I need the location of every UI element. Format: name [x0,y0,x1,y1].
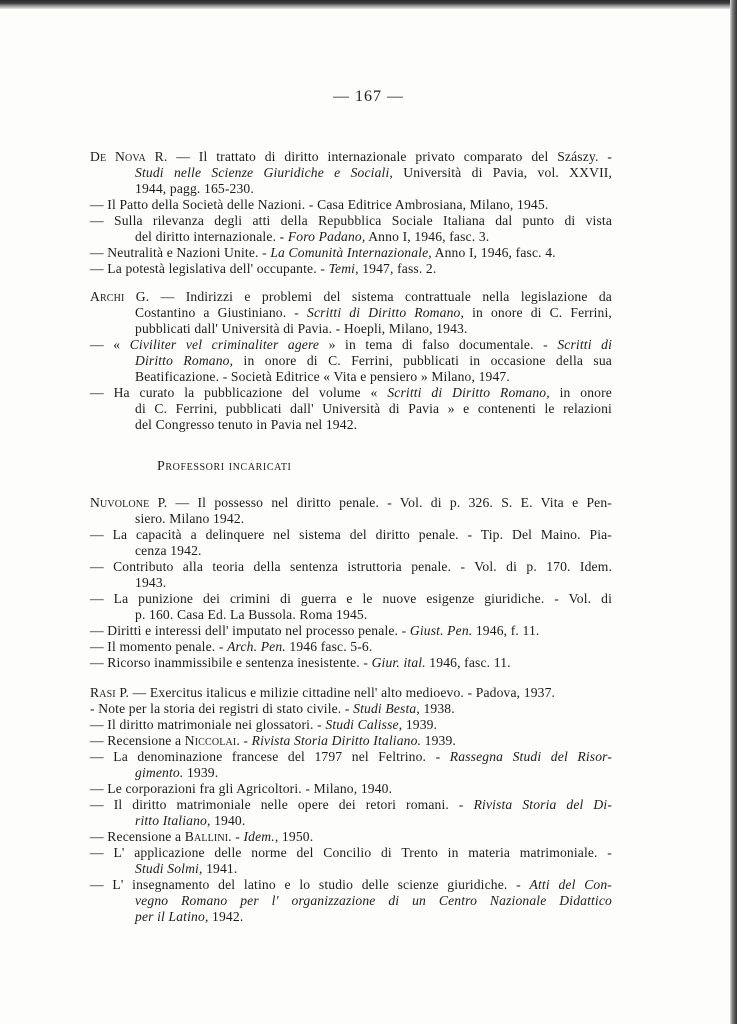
italic-title: Civiliter vel criminaliter agere [129,337,320,352]
bibliography-entry [90,685,612,701]
entry-line [90,245,612,261]
bibliography-entry [90,559,612,591]
entry-text: — La punizione dei crimini di guerra e le nuove esigenze giuridiche. - Vol. di [90,591,612,606]
entry-text: - Note per la storia dei registri di stato civile. - [90,701,354,716]
entry-text: di C. Ferrini, pubblicati dall' Università di Pavia » e contenenti le relazioni [135,401,612,416]
entry-line [90,829,612,845]
italic-title: Arch. Pen. [227,639,286,654]
entry-text: , 1941. [198,861,238,876]
bibliography-nuvolone [90,495,612,671]
italic-title: Scritti di Diritto Romano [307,305,461,320]
entry-text: , in onore di C. Ferrini, [460,305,612,320]
author-name: De Nova [90,149,146,164]
entry-text: del Congresso tenuto in Pavia nel 1942. [135,417,358,432]
entry-text: — Il diritto matrimoniale nei glossatori. - [90,717,326,732]
entry-text: cenza 1942. [135,543,202,558]
entry-text: . - [236,733,252,748]
italic-title: Studi nelle Scienze Giuridiche e Sociali, [135,165,393,180]
entry-text: 1946 fasc. 5-6. [285,639,373,654]
entry-text: — Recensione a [90,829,185,844]
entry-text: Università di Pavia, vol. XXVII, [392,165,612,180]
author-name: Archi [90,289,125,304]
entry-line [90,909,612,925]
bibliography-entry [90,845,612,877]
entry-line [90,607,612,623]
entry-text: siero. Milano 1942. [135,511,245,526]
entry-line [90,781,612,797]
bibliography-entry [90,149,612,197]
bibliography-entry [90,527,612,559]
bibliography-entry [90,797,612,829]
entry-line [90,305,612,321]
bibliography-entry [90,385,612,433]
bibliography-entry [90,781,612,797]
entry-text: — La capacità a delinquere nel sistema del diritto penale. - Tip. Del Maino. Pia- [90,527,612,542]
italic-title: Giur. ital. [371,655,426,670]
entry-line [90,845,612,861]
entry-text: — Ha curato la pubblicazione del volume « [90,385,388,400]
bibliography-entry [90,591,612,623]
italic-title: Atti del Con- [529,877,612,892]
italic-title: Temi [328,261,356,276]
entry-line [90,385,612,401]
entry-text: , 1942. [204,909,244,924]
entry-line [90,401,612,417]
entry-line [90,229,612,245]
entry-line [90,877,612,893]
entry-line [90,181,612,197]
entry-text: Beatificazione. - Società Editrice « Vita e pensiero » Milano, 1947. [135,369,510,384]
author-name: Niccolai [184,733,237,748]
entry-text: R. — Il trattato di diritto internazionale privato comparato del Szászy. - [145,149,612,164]
entry-text: — La denominazione francese del 1797 nel Feltrino. - [90,749,450,764]
entry-text: P. — Il possesso nel diritto penale. - Vol. di p. 326. S. E. Vita e Pen- [149,495,612,510]
entry-line [90,685,612,701]
entry-line [90,149,612,165]
entry-line [90,543,612,559]
entry-text: 1939. [421,733,456,748]
entry-text: — « [90,337,130,352]
entry-line [90,165,612,181]
entry-text: P. — Exercitus italicus e milizie cittadine nell' alto medioevo. - Padova, 1937. [115,685,556,700]
italic-title: Scritti di [557,337,612,352]
entry-text: — Contributo alla teoria della sentenza istruttoria penale. - Vol. di p. 170. Idem. [90,559,612,574]
entry-line [90,733,612,749]
entry-text: in onore [549,385,612,400]
entry-line [90,893,612,909]
entry-text: 1943. [135,575,167,590]
entry-line [90,213,612,229]
entry-line [90,717,612,733]
italic-title: Studi Calisse [325,717,399,732]
bibliography-entry [90,877,612,925]
entry-text: Costantino a Giustiniano. - [135,305,307,320]
entry-text: , in onore di C. Ferrini, pubblicati in occasione della sua [229,353,612,368]
entry-line [90,289,612,305]
entry-line [90,197,612,213]
italic-title: Studi Besta [353,701,417,716]
italic-title: Diritto Romano [135,353,230,368]
italic-title: La Comunità Internazionale [270,245,429,260]
bibliography-entry [90,829,612,845]
entry-line [90,527,612,543]
bibliography-entry [90,749,612,781]
author-name: Nuvolone [90,495,150,510]
bibliography-entry [90,733,612,749]
entry-text: — Ricorso inammissibile e sentenza inesistente. - [90,655,372,670]
bibliography-de-nova [90,149,612,277]
italic-title: Studi Solmi [135,861,199,876]
italic-title: Scritti di Diritto Romano, [387,385,550,400]
bibliography-entry [90,717,612,733]
italic-title: ritto Italiano [135,813,207,828]
entry-text: — Il momento penale. - [90,639,228,654]
entry-text: — L' applicazione delle norme del Concilio di Trento in materia matrimoniale. - [90,845,612,860]
entry-text: — Le corporazioni fra gli Agricoltori. - Milano, 1940. [90,781,393,796]
bibliography-entry [90,213,612,245]
entry-text: — L' insegnamento del latino e lo studio delle scienze giuridiche. - [90,877,530,892]
entry-line [90,369,612,385]
entry-text: . - [228,829,244,844]
entry-line [90,559,612,575]
entry-text: , 1939. [398,717,438,732]
author-name: Ballini [184,829,229,844]
scan-top-edge [0,0,737,9]
entry-line [90,591,612,607]
italic-title: vegno Romano per l' organizzazione di un Centro Nazionale Didattico [135,893,612,908]
entry-line [90,575,612,591]
bibliography-entry [90,639,612,655]
entry-line [90,623,612,639]
bibliography-entry [90,245,612,261]
entry-text: , 1938. [416,701,455,716]
entry-text: Anno I, 1946, fasc. 3. [365,229,490,244]
author-name: Rasi [90,685,116,700]
entry-line [90,417,612,433]
entry-text: 1946, f. 11. [472,623,540,638]
italic-title: Rivista Storia Diritto Italiano. [251,733,422,748]
section-heading: Professori incaricati [157,459,292,474]
entry-text: p. 160. Casa Ed. La Bussola. Roma 1945. [135,607,368,622]
bibliography-entry [90,289,612,337]
entry-text: , 1940. [206,813,246,828]
entry-text: — Diritti e interessi dell' imputato nel processo penale. - [90,623,410,638]
entry-line [90,321,612,337]
entry-text: — Neutralità e Nazioni Unite. - [90,245,271,260]
italic-title: Idem. [243,829,275,844]
bibliography-entry [90,197,612,213]
entry-text: — Il Patto della Società delle Nazioni. - Casa Editrice Ambrosiana, Milano, 1945. [90,197,549,212]
bibliography-entry [90,337,612,385]
entry-line [90,749,612,765]
entry-line [90,261,612,277]
entry-text: , 1947, fass. 2. [355,261,437,276]
entry-line [90,353,612,369]
entry-line [90,495,612,511]
bibliography-archi [90,289,612,433]
bibliography-entry [90,655,612,671]
entry-line [90,511,612,527]
entry-text: » in tema di falso documentale. - [319,337,558,352]
italic-title: Rivista Storia del Di- [473,797,613,812]
entry-text: — Recensione a [90,733,185,748]
entry-line [90,861,612,877]
entry-line [90,813,612,829]
entry-text: G. — Indirizzi e problemi del sistema contrattuale nella legislazione da [124,289,612,304]
entry-line [90,639,612,655]
entry-text: , Anno I, 1946, fasc. 4. [428,245,556,260]
italic-title: Giust. Pen. [409,623,473,638]
italic-title: gimento. [135,765,184,780]
entry-line [90,701,612,717]
entry-text: — Il diritto matrimoniale nelle opere dei retori romani. - [90,797,474,812]
bibliography-entry [90,623,612,639]
entry-line [90,797,612,813]
entry-text: 1939. [183,765,219,780]
entry-line [90,337,612,353]
entry-line [90,655,612,671]
entry-text: — Sulla rilevanza degli atti della Repubblica Sociale Italiana dal punto di vista [90,213,612,228]
entry-text: 1944, pagg. 165-230. [135,181,254,196]
entry-text: , 1950. [274,829,314,844]
italic-title: per il Latino [135,909,205,924]
italic-title: Rassegna Studi del Risor- [449,749,612,764]
bibliography-entry [90,701,612,717]
entry-text: 1946, fasc. 11. [425,655,511,670]
page-number: — 167 — [333,88,404,105]
bibliography-entry [90,495,612,527]
scan-right-edge [730,0,737,1024]
bibliography-rasi [90,685,612,925]
bibliography-entry [90,261,612,277]
entry-text: pubblicati dall' Università di Pavia. - Hoepli, Milano, 1943. [135,321,468,336]
entry-text: del diritto internazionale. - [135,229,288,244]
entry-line [90,765,612,781]
entry-text: — La potestà legislativa dell' occupante. - [90,261,329,276]
italic-title: Foro Padano, [287,229,366,244]
